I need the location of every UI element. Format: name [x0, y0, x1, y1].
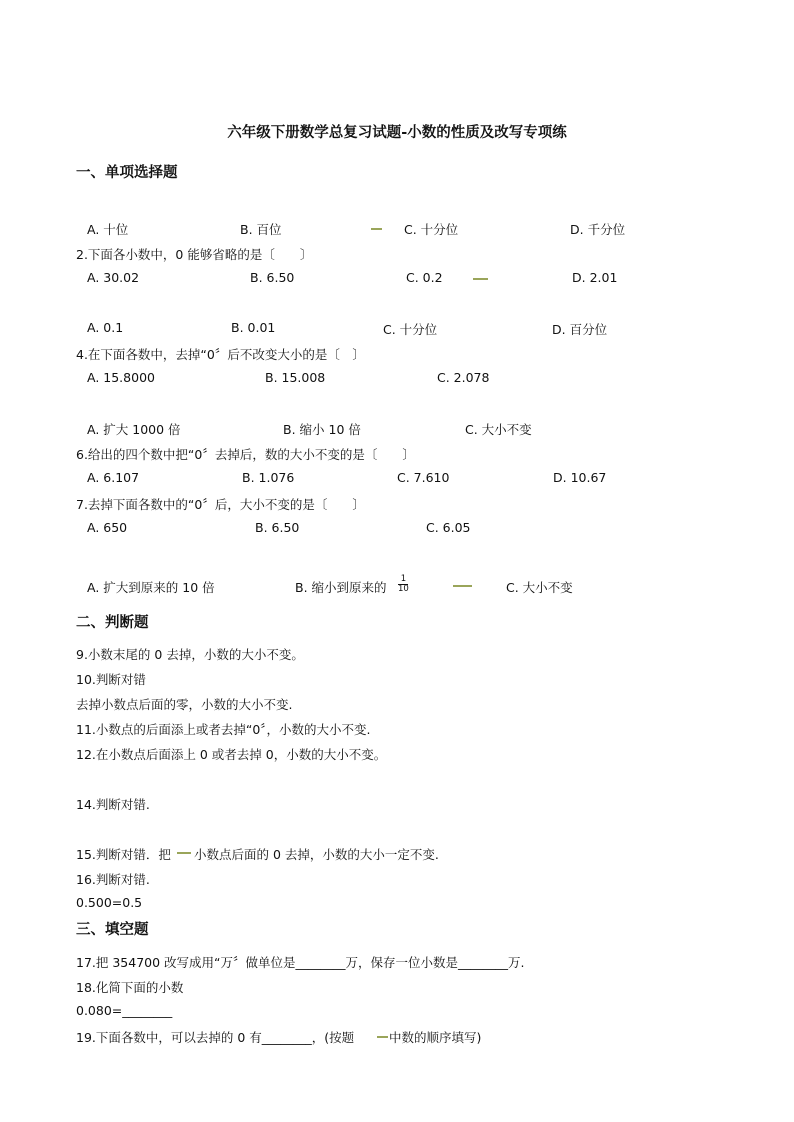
q14-text: 14.判断对错. [76, 797, 150, 812]
q2-option-b: B. 6.50 [250, 270, 295, 285]
q3-option-b: B. 0.01 [231, 320, 276, 335]
q4-stem: 4.在下面各数中，去掉“0〞后不改变大小的是〔 〕 [76, 347, 365, 362]
fraction-one-tenth [398, 575, 409, 594]
q1-option-d: D. 千分位 [570, 222, 626, 237]
scan-mark [177, 852, 191, 854]
q7-stem: 7.去掉下面各数中的“0〞后，大小不变的是〔 〕 [76, 497, 365, 512]
q15-text-start: 15.判断对错．把 [76, 847, 171, 862]
q10-text: 10.判断对错 [76, 672, 146, 687]
scan-mark [453, 585, 472, 587]
q7-option-c: C. 6.05 [426, 520, 471, 535]
q5-option-c: C. 大小不变 [465, 422, 532, 437]
fraction-numerator: 1 [400, 574, 407, 584]
q15-text-end: 小数点后面的 0 去掉，小数的大小一定不变. [194, 847, 439, 862]
q9-text: 9.小数末尾的 0 去掉，小数的大小不变。 [76, 647, 304, 662]
q6-option-b: B. 1.076 [242, 470, 295, 485]
section-heading-fill-in: 三、填空题 [76, 922, 149, 938]
q2-option-c: C. 0.2 [406, 270, 443, 285]
q1-option-a: A. 十位 [87, 222, 129, 237]
q5-option-a: A. 扩大 1000 倍 [87, 422, 181, 437]
q7-option-a: A. 650 [87, 520, 128, 535]
scan-mark [377, 1036, 388, 1038]
q17-text: 17.把 354700 改写成用“万〞做单位是________万，保存一位小数是________万. [76, 955, 525, 970]
q8-option-c: C. 大小不变 [506, 580, 573, 595]
q2-option-d: D. 2.01 [572, 270, 618, 285]
page-title: 六年级下册数学总复习试题-小数的性质及改写专项练 [227, 125, 567, 141]
q11-text: 11.小数点的后面添上或者去掉“0〞，小数的大小不变. [76, 722, 371, 737]
q4-option-b: B. 15.008 [265, 370, 326, 385]
q19-text-start: 19.下面各数中，可以去掉的 0 有________，(按题 [76, 1030, 355, 1045]
q6-stem: 6.给出的四个数中把“0〞去掉后，数的大小不变的是〔 〕 [76, 447, 415, 462]
q4-option-c: C. 2.078 [437, 370, 490, 385]
q6-option-c: C. 7.610 [397, 470, 450, 485]
q6-option-d: D. 10.67 [553, 470, 607, 485]
q18-text: 18.化简下面的小数 [76, 980, 184, 995]
q10-statement: 去掉小数点后面的零，小数的大小不变. [76, 697, 293, 712]
q12-text: 12.在小数点后面添上 0 或者去掉 0，小数的大小不变。 [76, 747, 387, 762]
q1-option-c: C. 十分位 [404, 222, 459, 237]
q16-text: 16.判断对错. [76, 872, 150, 887]
q16-statement: 0.500=0.5 [76, 895, 143, 910]
section-heading-single-choice: 一、单项选择题 [76, 165, 178, 181]
q7-option-b: B. 6.50 [255, 520, 300, 535]
q19-text-end: 中数的顺序填写) [389, 1030, 482, 1045]
q3-option-d: D. 百分位 [552, 322, 608, 337]
q18-expression: 0.080=________ [76, 1003, 173, 1018]
q6-option-a: A. 6.107 [87, 470, 140, 485]
section-heading-judgment: 二、判断题 [76, 615, 149, 631]
scan-mark [371, 228, 382, 230]
q2-stem: 2.下面各小数中，0 能够省略的是〔 〕 [76, 247, 313, 262]
q8-option-b: B. 缩小到原来的 [295, 580, 387, 595]
q3-option-a: A. 0.1 [87, 320, 124, 335]
q4-option-a: A. 15.8000 [87, 370, 155, 385]
fraction-denominator: 10 [398, 584, 409, 594]
q2-option-a: A. 30.02 [87, 270, 140, 285]
q5-option-b: B. 缩小 10 倍 [283, 422, 361, 437]
q3-option-c: C. 十分位 [383, 322, 438, 337]
q1-option-b: B. 百位 [240, 222, 282, 237]
scan-mark [473, 278, 488, 280]
q8-option-a: A. 扩大到原来的 10 倍 [87, 580, 215, 595]
